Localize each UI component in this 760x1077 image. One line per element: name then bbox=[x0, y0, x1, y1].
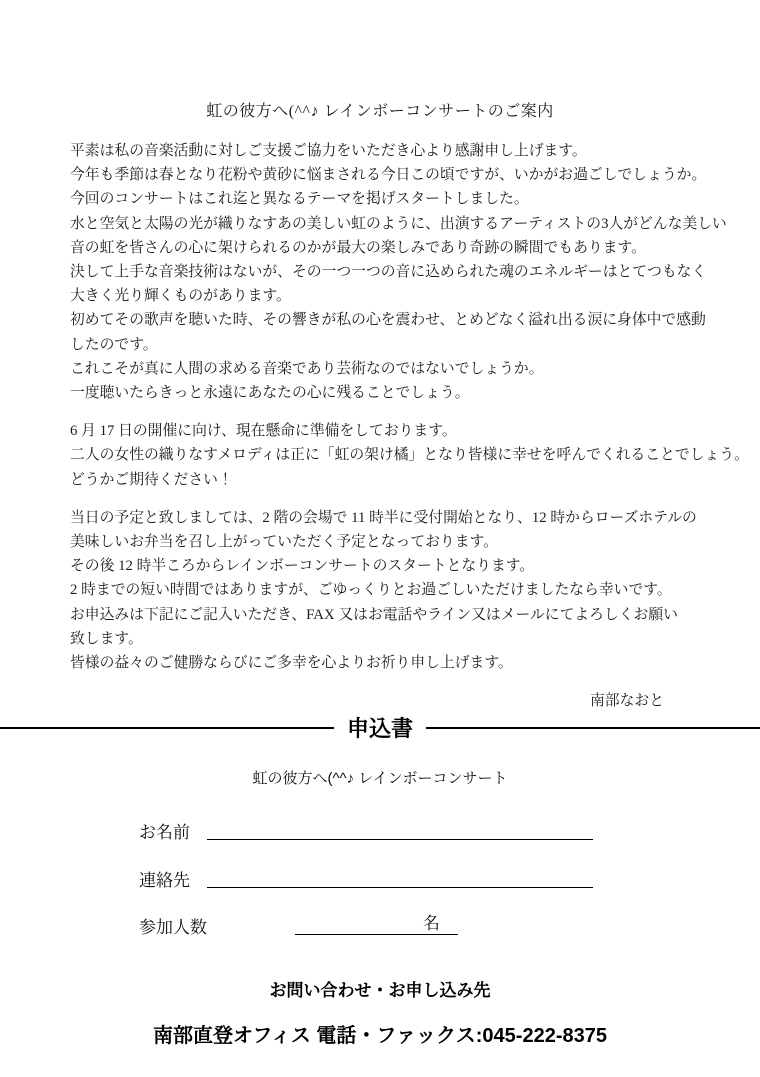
participants-suffix: 名 bbox=[423, 914, 440, 933]
text-line: お申込みは下記にご記入いただき、FAX 又はお電話やライン又はメールにてよろしくお願い bbox=[70, 606, 678, 623]
text-line: 音の虹を皆さんの心に架けられるのかが最大の楽しみであり奇跡の瞬間でもあります。 bbox=[70, 239, 646, 256]
contact-field-line bbox=[207, 867, 593, 888]
contact-info: 南部直登オフィス 電話・ファックス:045-222-8375 bbox=[153, 1025, 607, 1047]
text-line: どうかご期待ください！ bbox=[70, 471, 233, 488]
text-line: 皆様の益々のご健勝ならびにご多幸を心よりお祈り申し上げます。 bbox=[70, 655, 513, 672]
letter-title: 虹の彼方へ(^^♪ レインボーコンサートのご案内 bbox=[206, 103, 554, 120]
text-line: 美味しいお弁当を召し上がっていただく予定となっております。 bbox=[70, 534, 498, 551]
divider-rule-left bbox=[0, 727, 334, 729]
contact-field-label: 連絡先 bbox=[139, 871, 190, 890]
form-section-divider bbox=[0, 712, 760, 743]
text-line: 当日の予定と致しましては、2 階の会場で 11 時半に受付開始となり、12 時からローズホテルの bbox=[70, 509, 697, 526]
text-line: 2 時までの短い時間ではありますが、ごゆっくりとお過ごしいただけましたなら幸いです。 bbox=[70, 582, 672, 599]
text-line: したのです。 bbox=[70, 336, 158, 353]
divider-rule-right bbox=[426, 727, 760, 729]
text-line: 決して上手な音楽技術はないが、その一つ一つの音に込められた魂のエネルギーはとてつもなく bbox=[70, 264, 707, 281]
name-field-label: お名前 bbox=[139, 823, 190, 842]
participants-field-label: 参加人数 bbox=[139, 918, 207, 937]
form-subtitle: 虹の彼方へ(^^♪ レインボーコンサート bbox=[252, 770, 508, 787]
name-field-line bbox=[207, 819, 593, 840]
participants-field-line bbox=[295, 914, 458, 935]
text-line: 初めてその歌声を聴いた時、その響きが私の心を震わせ、とめどなく溢れ出る涙に身体中で感動 bbox=[70, 312, 706, 329]
text-line: 致します。 bbox=[70, 630, 143, 647]
contact-heading: お問い合わせ・お申し込み先 bbox=[269, 981, 491, 1000]
text-line: 今年も季節は春となり花粉や黄砂に悩まされる今日この頃ですが、いかがお過ごしでしょうか。 bbox=[70, 167, 707, 184]
letter-paragraph-1 bbox=[70, 139, 727, 405]
text-line: 平素は私の音楽活動に対しご支援ご協力をいただき心より感謝申し上げます。 bbox=[70, 143, 587, 159]
text-line: 一度聴いたらきっと永遠にあなたの心に残ることでしょう。 bbox=[70, 385, 470, 402]
text-line: 6 月 17 日の開催に向け、現在懸命に準備をしております。 bbox=[70, 423, 457, 440]
form-section-title: 申込書 bbox=[347, 716, 414, 741]
text-line: 水と空気と太陽の光が織りなすあの美しい虹のように、出演するアーティストの3人がどんな美しい bbox=[70, 215, 727, 232]
sender-signature: 南部なおと bbox=[590, 693, 664, 710]
letter-paragraph-2 bbox=[70, 419, 749, 492]
text-line: 大きく光り輝くものがあります。 bbox=[70, 288, 291, 305]
text-line: その後 12 時半ころからレインボーコンサートのスタートとなります。 bbox=[70, 558, 535, 575]
text-line: 二人の女性の織りなすメロディは正に「虹の架け橘」となり皆様に幸せを呼んでくれることでしょう。 bbox=[70, 447, 749, 464]
letter-body bbox=[70, 139, 749, 713]
text-line: これこそが真に人間の求める音楽であり芸術なのではないでしょうか。 bbox=[70, 360, 544, 377]
letter-paragraph-3 bbox=[70, 506, 696, 675]
text-line: 今回のコンサートはこれ迄と異なるテーマを掲げスタートしました。 bbox=[70, 191, 529, 208]
